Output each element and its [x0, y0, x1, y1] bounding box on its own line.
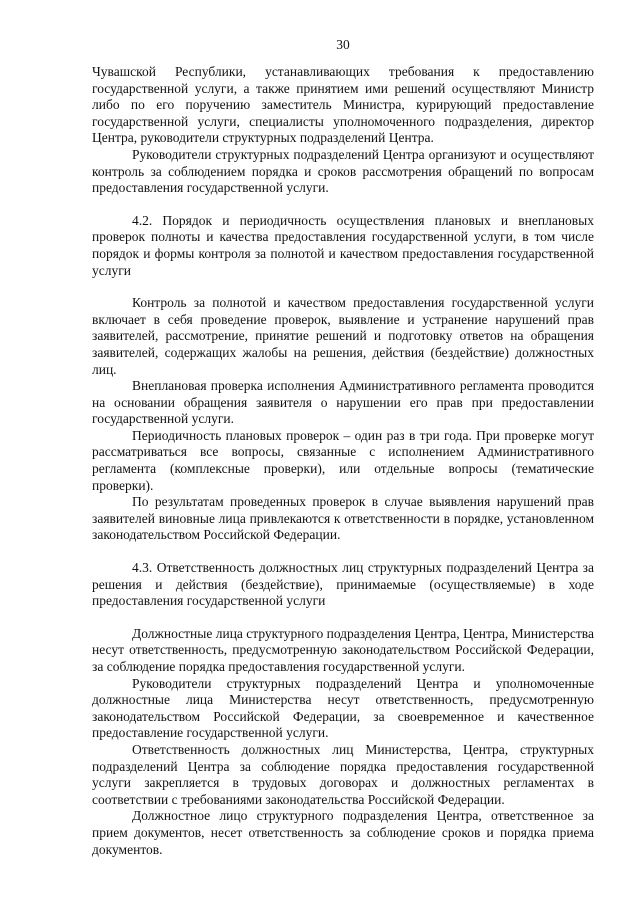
paragraph-document-intake-responsibility: Должностное лицо структурного подразделения Центра, ответственное за прием документов, несет ответственность за соблюдение сроков и порядка приема документов.	[92, 808, 594, 857]
paragraph-control-organization: Руководители структурных подразделений Центра организуют и осуществляют контроль за соблюдением порядка и сроков рассмотрения обращений по вопросам предоставления государственной услуги.	[92, 146, 594, 196]
paragraph-inspection-results: По результатам проведенных проверок в случае выявления нарушений прав заявителей виновные лица привлекаются к ответственности в порядке, установленном законодательством Российской Федерации.	[92, 494, 594, 543]
paragraph-officials-responsibility: Должностные лица структурного подразделения Центра, Центра, Министерства несут ответственность, предусмотренную законодательством Российской Федерации, за соблюдение порядка предоставления государственной услуги.	[92, 625, 594, 674]
section-heading-4-2: 4.2. Порядок и периодичность осуществления плановых и внеплановых проверок полноты и качества предоставления государственной услуги, в том числе порядок и формы контроля за полнотой и качеством предоставления государственной услуги	[92, 212, 594, 278]
paragraph-quality-control: Контроль за полнотой и качеством предоставления государственной услуги включает в себя проведение проверок, выявление и устранение нарушений прав заявителей, рассмотрение, принятие решений и подготовку ответов на обращения заявителей, содержащих жалобы на решения, действия (бездействие) должностных лиц.	[92, 295, 594, 377]
section-heading-4-3: 4.3. Ответственность должностных лиц структурных подразделений Центра за решения и действия (бездействие), принимаемые (осуществляемые) в ходе предоставления государственной услуги	[92, 560, 594, 609]
page-number: 30	[336, 37, 350, 52]
paragraph-unscheduled-inspection: Внеплановая проверка исполнения Административного регламента проводится на основании обращения заявителя о нарушении его прав при предоставлении государственной услуги.	[92, 378, 594, 427]
paragraph-inspection-frequency: Периодичность плановых проверок – один раз в три года. При проверке могут рассматриваться все вопросы, связанные с исполнением Административного регламента (комплексные проверки), или отдельные вопросы (тематические проверки).	[92, 427, 594, 493]
paragraph-responsibility-contracts: Ответственность должностных лиц Министерства, Центра, структурных подразделений Центра за соблюдение порядка предоставления государственной услуги закрепляется в трудовых договорах и должностных регламентах в соответствии с требованиями законодательства Российской Федерации.	[92, 741, 594, 807]
paragraph-continuation: Чувашской Республики, устанавливающих требования к предоставлению государственной услуги, а также принятием ими решений осуществляют Министр либо по его поручению заместитель Министра, курирующий предоставление государственной услуги, специалисты уполномоченного подразделения, директор Центра, руководители структурных подразделений Центра.	[92, 64, 594, 146]
paragraph-managers-responsibility: Руководители структурных подразделений Центра и уполномоченные должностные лица Министерства несут ответственность, предусмотренную законодательством Российской Федерации, за своевременное и качественное предоставление государственной услуги.	[92, 675, 594, 741]
